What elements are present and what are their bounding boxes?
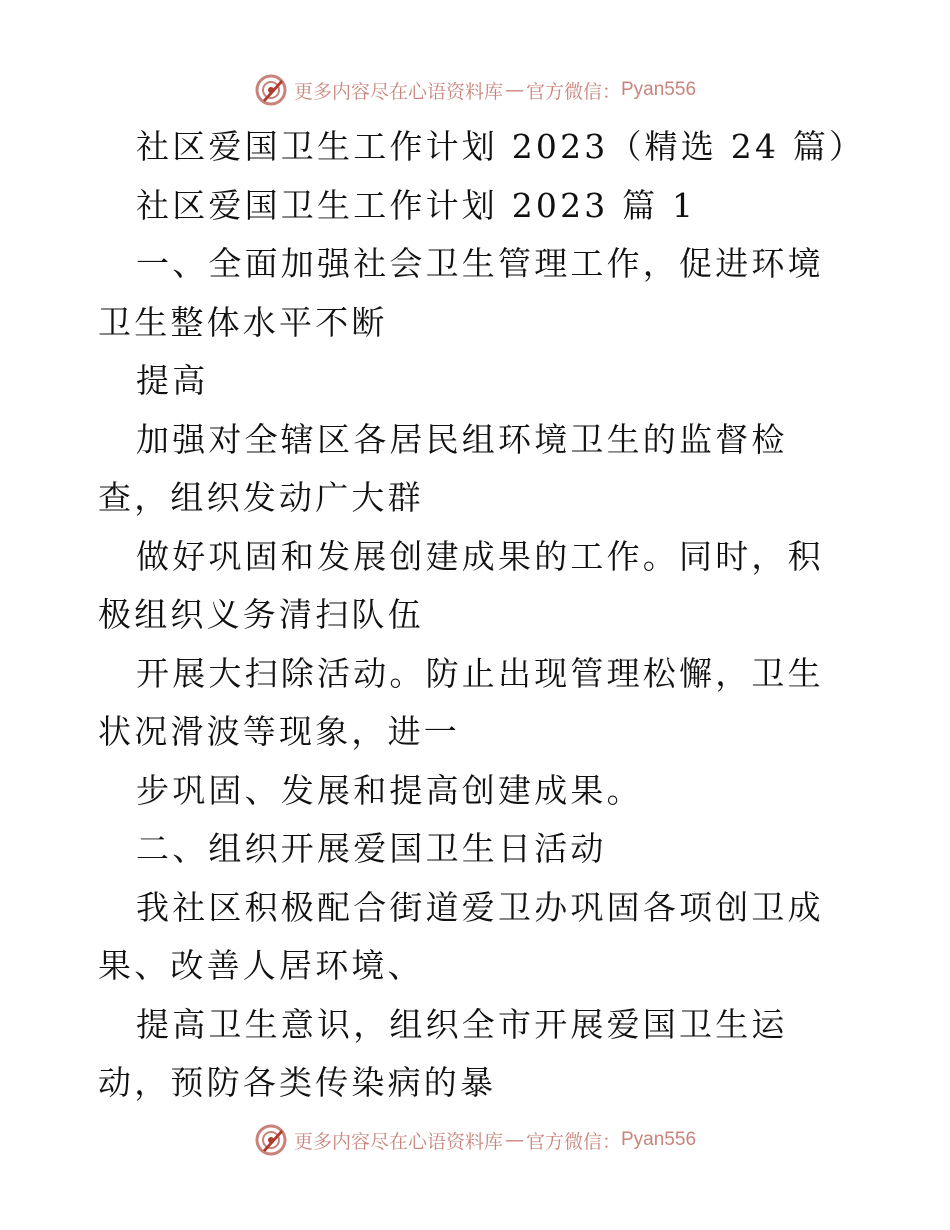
document-body [98, 118, 866, 1113]
paragraph: 提高 [136, 361, 209, 400]
watermark-dash: — [504, 79, 524, 101]
watermark-dash: — [504, 1129, 524, 1151]
watermark-label: 官方微信： [525, 1130, 621, 1153]
paragraph: 提高卫生意识，组织全市开展爱国卫生运动，预防各类传染病的暴 [98, 1004, 788, 1102]
paragraph: 我社区积极配合街道爱卫办巩固各项创卫成果、改善人居环境、 [98, 887, 824, 985]
watermark-main-text: 更多内容尽在心语资料库 [293, 80, 503, 103]
doc-title: 社区爱国卫生工作计划 2023（精选 24 篇） [136, 127, 866, 166]
brand-logo-icon [254, 1123, 288, 1157]
watermark-id: Pyan556 [621, 79, 697, 100]
watermark-id: Pyan556 [621, 1129, 697, 1150]
watermark-label: 官方微信： [525, 80, 621, 103]
paragraph: 二、组织开展爱国卫生日活动 [136, 829, 607, 868]
section-heading: 社区爱国卫生工作计划 2023 篇 1 [136, 185, 697, 225]
footer-watermark [0, 1120, 950, 1160]
paragraph: 步巩固、发展和提高创建成果。 [136, 770, 643, 810]
paragraph: 做好巩固和发展创建成果的工作。同时，积极组织义务清扫队伍 [98, 536, 824, 634]
paragraph: 开展大扫除活动。防止出现管理松懈，卫生状况滑波等现象，进一 [98, 653, 824, 751]
brand-logo-icon [254, 73, 288, 107]
paragraph: 一、全面加强社会卫生管理工作，促进环境卫生整体水平不断 [98, 244, 824, 342]
header-watermark [0, 70, 950, 110]
watermark-main-text: 更多内容尽在心语资料库 [293, 1130, 503, 1153]
paragraph: 加强对全辖区各居民组环境卫生的监督检查，组织发动广大群 [98, 419, 788, 517]
